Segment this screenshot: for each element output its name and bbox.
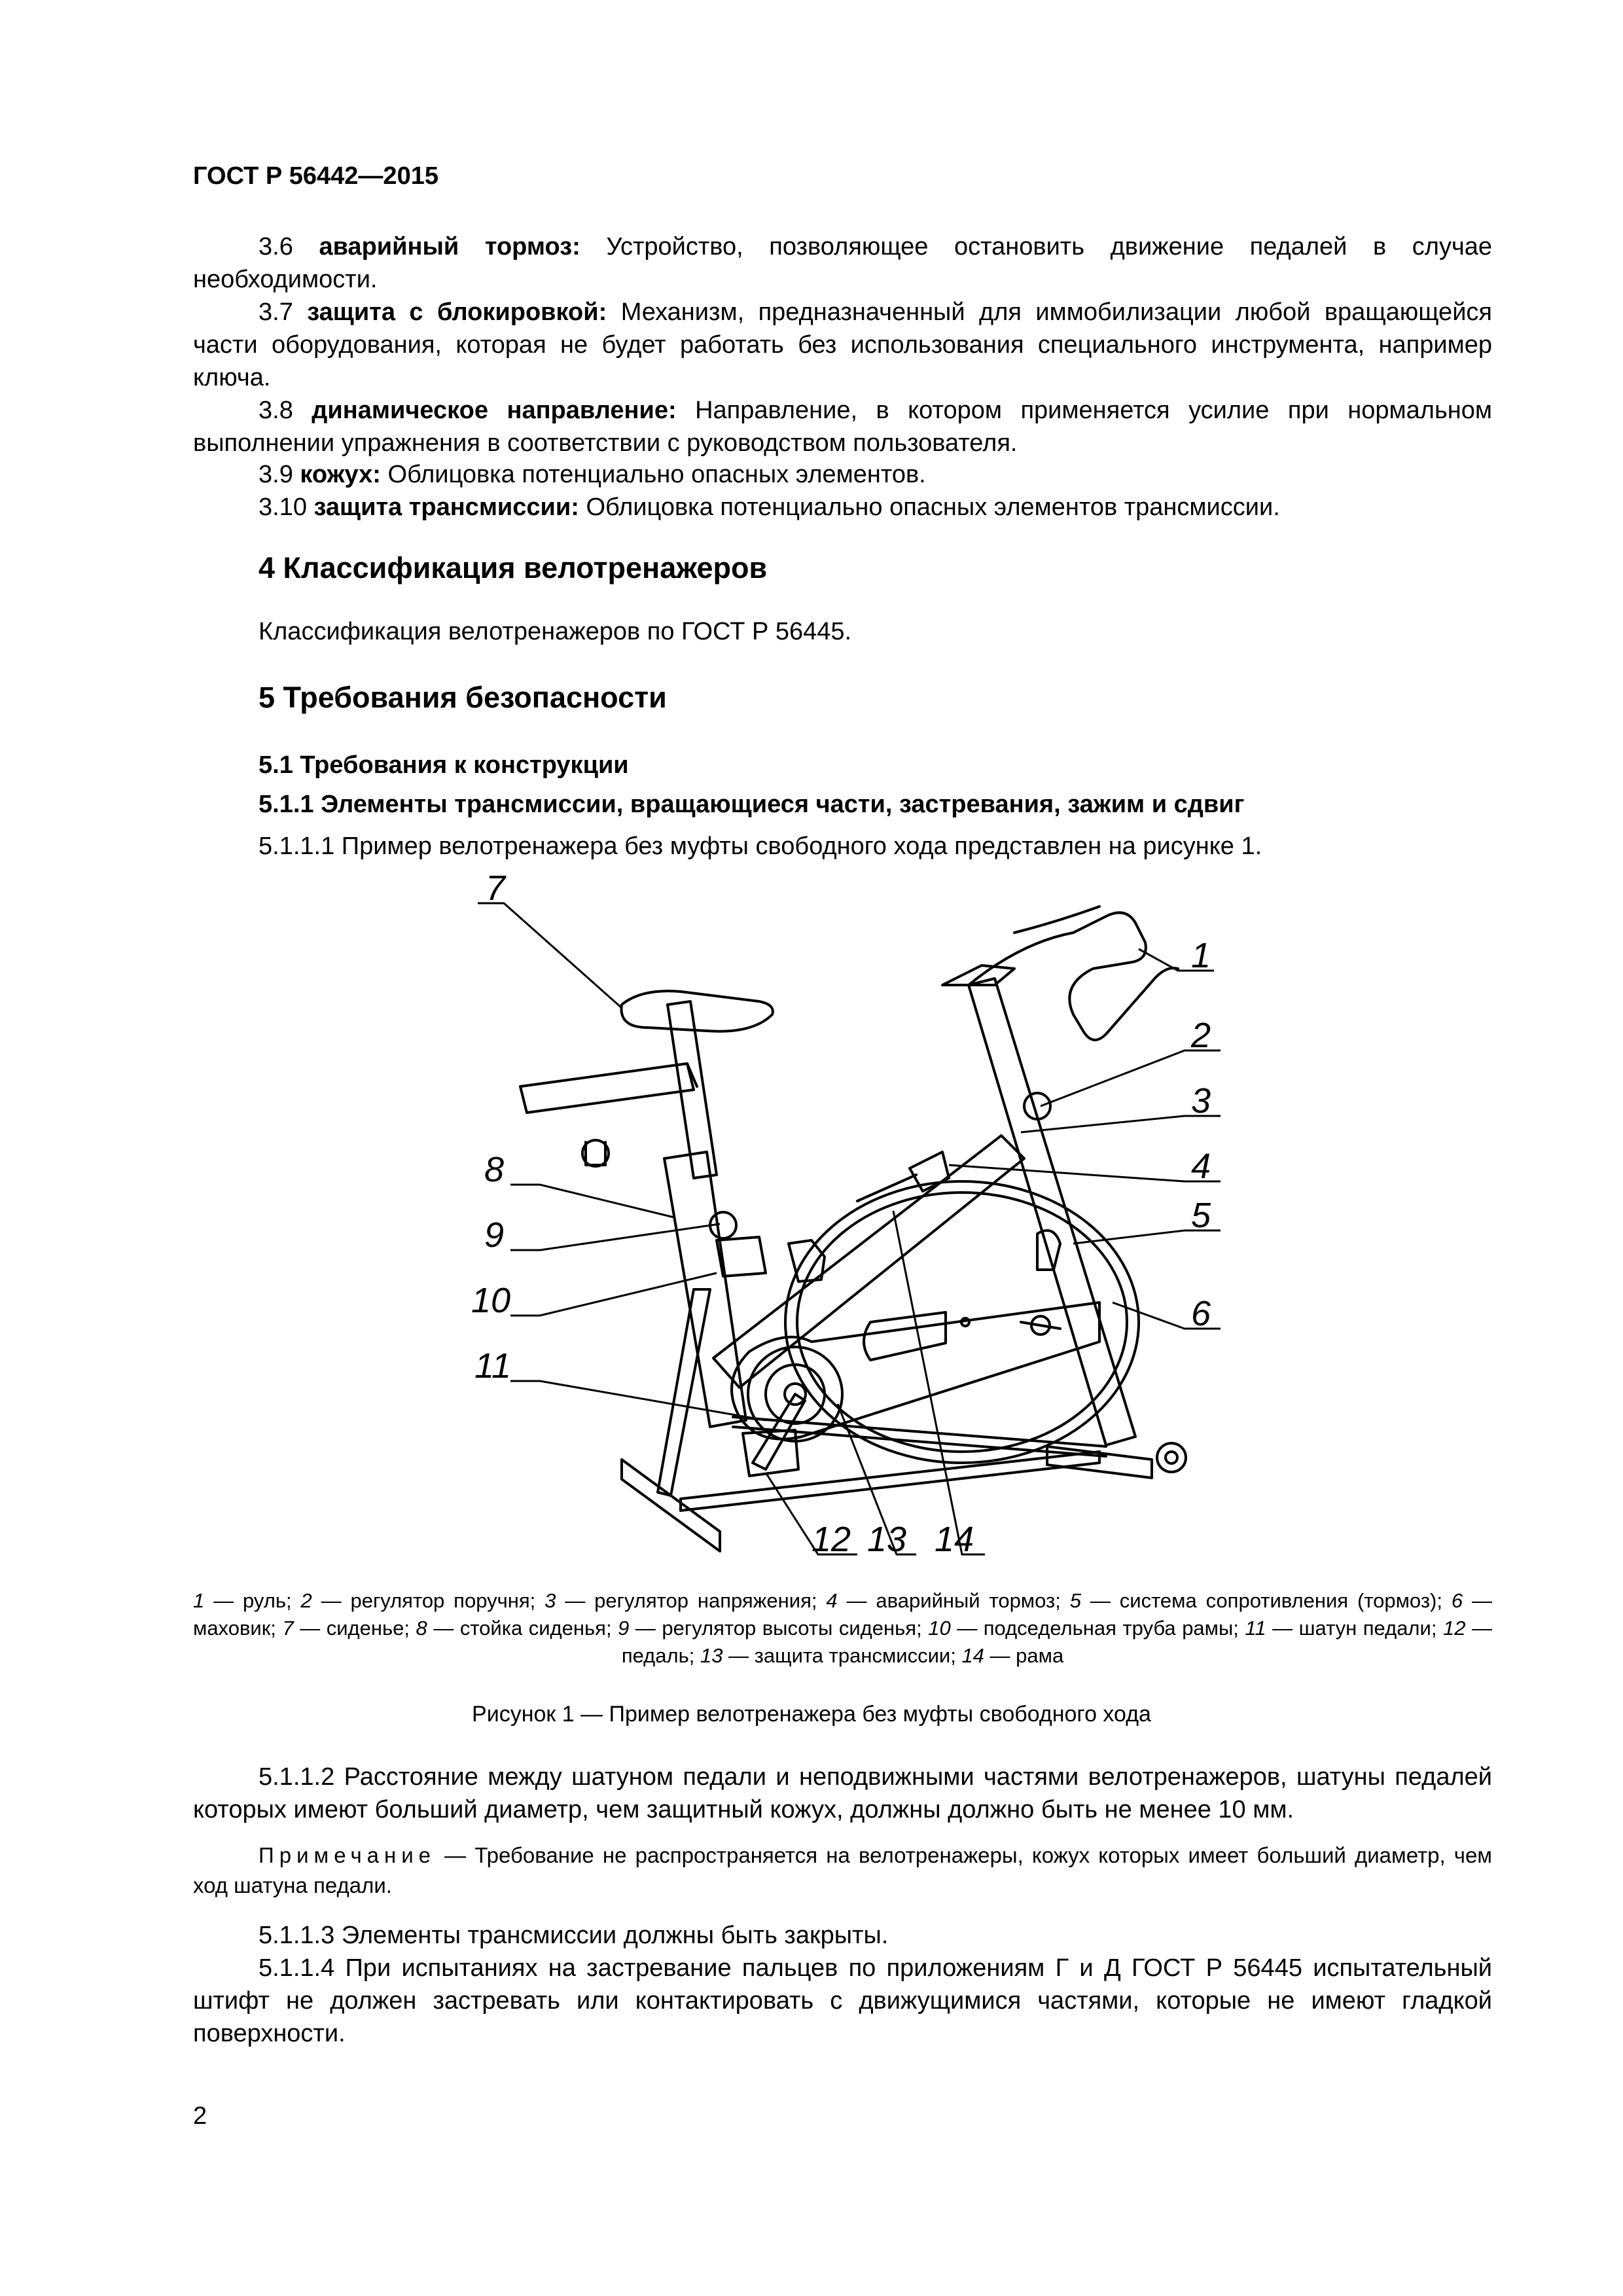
definition-3-6: 3.6 аварийный тормоз: Устройство, позволяющее остановить движение педалей в случае необходимости. <box>193 233 1493 293</box>
label-5: 5 <box>1191 1196 1211 1235</box>
label-1: 1 <box>1191 936 1211 975</box>
label-8: 8 <box>484 1150 505 1189</box>
document-header: ГОСТ Р 56442—2015 <box>193 162 438 190</box>
paragraph-5-1-1-1: 5.1.1.1 Пример велотренажера без муфты свободного хода представлен на рисунке 1. <box>259 833 1262 860</box>
figure-caption: Рисунок 1 — Пример велотренажера без муфты свободного хода <box>472 1702 1151 1727</box>
definition-3-8: 3.8 динамическое направление: Направление, в котором применяется усилие при нормальном выполнении упражнения в соответствии с руководством пользователя. <box>193 397 1493 457</box>
main-frame <box>713 1136 1024 1388</box>
seat <box>622 991 773 1031</box>
section-4-body: Классификация велотренажеров по ГОСТ Р 56445. <box>259 618 852 645</box>
label-10: 10 <box>471 1281 511 1320</box>
definition-3-9: 3.9 кожух: Облицовка потенциально опасных элементов. <box>259 461 926 488</box>
section-4-title: 4 Классификация велотренажеров <box>259 551 768 584</box>
definition-3-10: 3.10 защита трансмиссии: Облицовка потенциально опасных элементов трансмиссии. <box>259 493 1280 521</box>
note: Примечание — Требование не распространяется на велотренажеры, кожух которых имеет больший диаметр, чем ход шатуна педали. <box>193 1843 1492 1897</box>
section-5-1-1-title: 5.1.1 Элементы трансмиссии, вращающиеся части, застревания, зажим и сдвиг <box>259 791 1245 818</box>
label-3: 3 <box>1191 1081 1211 1121</box>
page-number: 2 <box>193 2102 207 2130</box>
exercise-bike-figure <box>445 870 1243 1590</box>
label-9: 9 <box>484 1215 505 1255</box>
figure-legend: 1 — руль; 2 — регулятор поручня; 3 — регулятор напряжения; 4 — аварийный тормоз; 5 — система сопротивления (тормоз); 6 — маховик; 7 — сиденье; 8 — стойка сиденья; 9 — регулятор высоты сиденья; 10 — подседельная труба рамы; 11 — шатун педали; 12 — педаль; 13 — защита трансмиссии; 14 — рама <box>193 1589 1493 1667</box>
rear-base-rail <box>622 1460 720 1551</box>
section-5-title: 5 Требования безопасности <box>259 681 667 714</box>
label-2: 2 <box>1191 1016 1211 1055</box>
label-11: 11 <box>474 1346 512 1386</box>
label-13: 13 <box>867 1520 907 1559</box>
label-6: 6 <box>1191 1294 1211 1333</box>
label-14: 14 <box>935 1520 974 1559</box>
label-4: 4 <box>1191 1147 1211 1186</box>
handlebar <box>969 912 1178 1040</box>
paragraph-5-1-1-3: 5.1.1.3 Элементы трансмиссии должны быть закрыты. <box>259 1922 889 1949</box>
section-5-1-title: 5.1 Требования к конструкции <box>259 751 629 779</box>
paragraph-5-1-1-4: 5.1.1.4 При испытаниях на застревание пальцев по приложениям Г и Д ГОСТ Р 56445 испытательный штифт не должен застревать или контактировать с движущимися частями, которые не имеют гладкой поверхности. <box>193 1954 1492 2047</box>
label-12: 12 <box>812 1520 851 1559</box>
definition-3-7: 3.7 защита с блокировкой: Механизм, предназначенный для иммобилизации любой вращающейся части оборудования, которая не будет работать без использования специального инструмента, например ключа. <box>193 298 1492 391</box>
paragraph-5-1-1-2: 5.1.1.2 Расстояние между шатуном педали и неподвижными частями велотренажеров, шатуны педалей которых имеют больший диаметр, чем защитный кожух, должны должно быть не менее 10 мм. <box>193 1763 1492 1823</box>
label-7: 7 <box>486 870 506 908</box>
base-crossbar <box>681 1452 1099 1511</box>
